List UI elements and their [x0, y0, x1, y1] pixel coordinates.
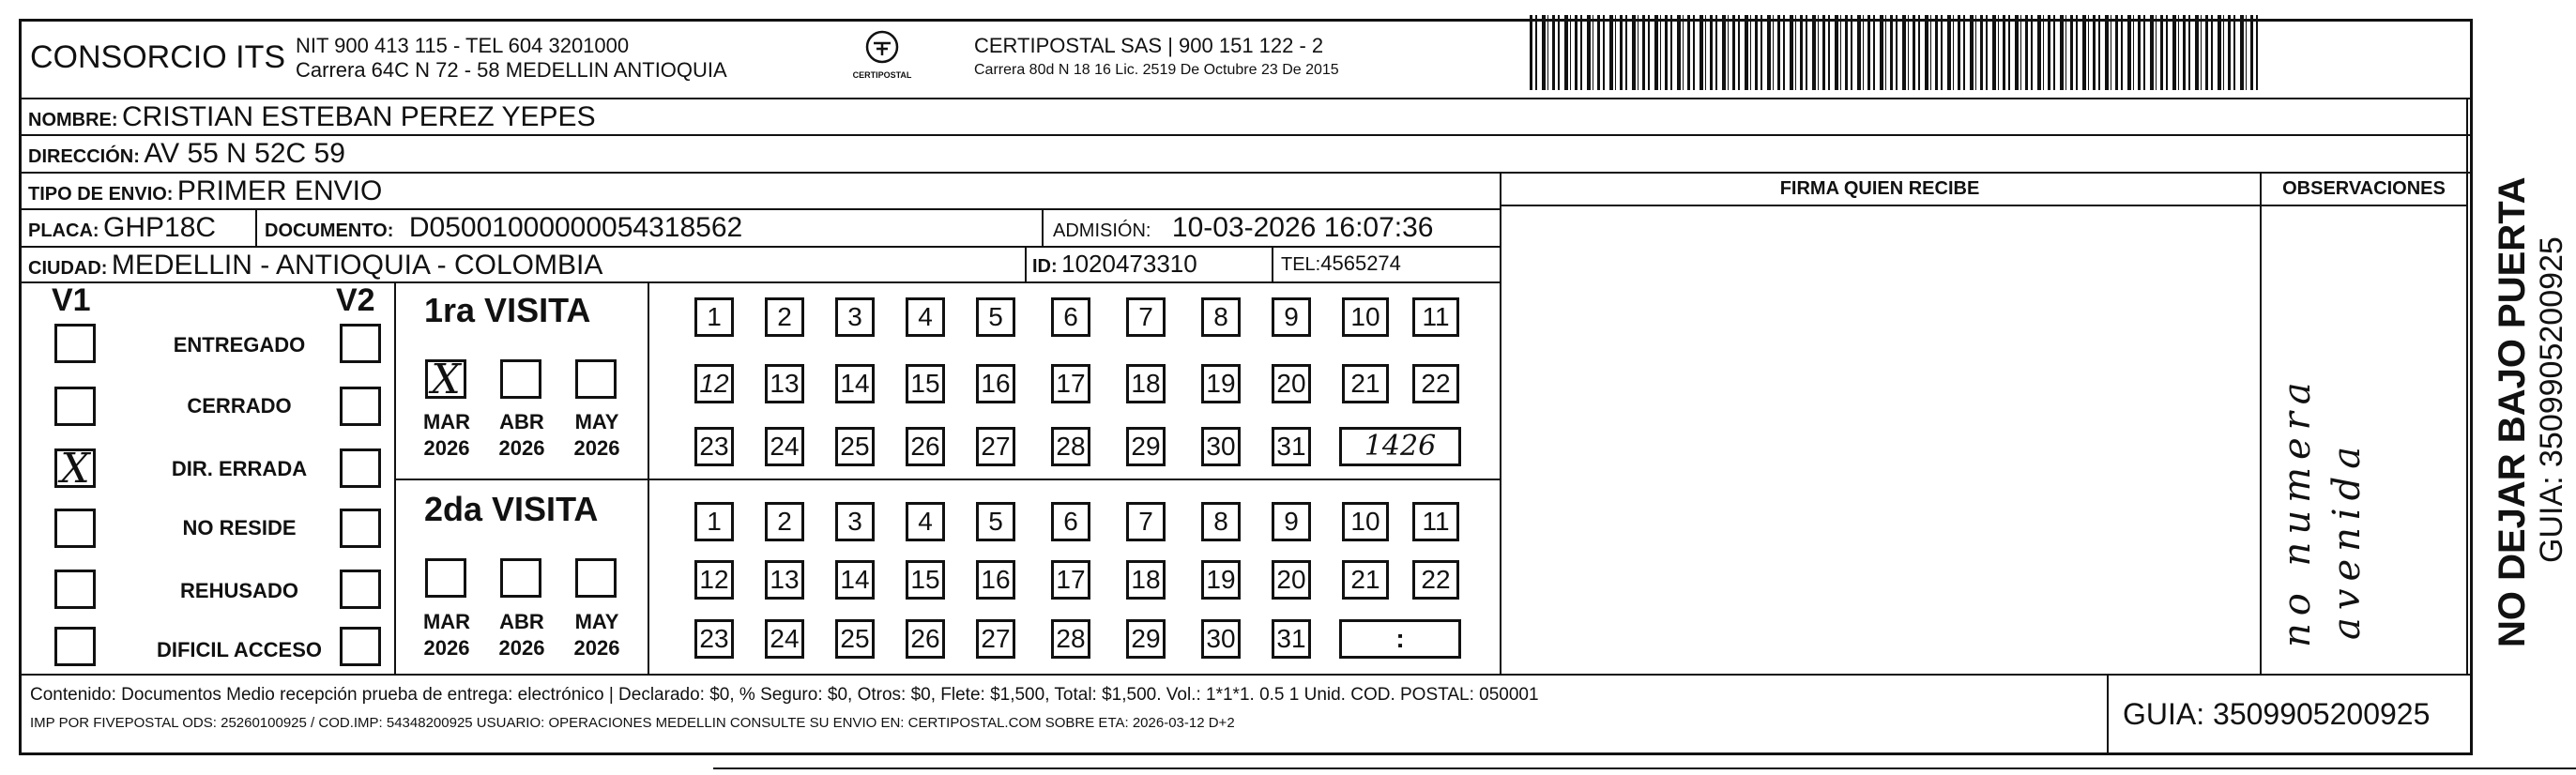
day-box[interactable]: 17 — [1051, 364, 1090, 403]
v2-checkbox[interactable] — [340, 627, 381, 666]
footer-contenido: Contenido: Documentos Medio recepción prueba de entrega: electrónico | Declarado: $0, % Seguro: $0, Otros: $0, Flete: $1,500, Total: $1,500. Vol.: 1*1*1. 0.5 1 Unid. COD. POSTAL: 050001 — [30, 685, 1539, 705]
day-box[interactable]: 13 — [765, 364, 804, 403]
day-box[interactable]: 7 — [1126, 297, 1166, 337]
v1-checkbox[interactable] — [54, 387, 96, 426]
day-box[interactable]: 21 — [1342, 364, 1389, 403]
day-box[interactable]: 20 — [1272, 364, 1311, 403]
visita2-month-checkbox[interactable] — [425, 558, 466, 598]
divider — [255, 208, 257, 246]
day-box[interactable]: 29 — [1126, 619, 1166, 659]
cut-line — [713, 767, 2576, 769]
day-box[interactable]: 28 — [1051, 427, 1090, 466]
day-box[interactable]: 1 — [694, 502, 734, 541]
admision-row: ADMISIÓN: 10-03-2026 16:07:36 — [1053, 212, 1434, 243]
divider — [648, 281, 649, 674]
observacion-line: avenida — [2325, 438, 2369, 640]
certipostal-logo: CERTIPOSTAL — [849, 28, 915, 80]
day-box[interactable]: 8 — [1201, 502, 1241, 541]
day-box[interactable]: 28 — [1051, 619, 1090, 659]
side-guia: GUIA: 3509905200925 — [2534, 236, 2569, 563]
day-box[interactable]: 2 — [765, 297, 804, 337]
day-box[interactable]: 5 — [976, 502, 1015, 541]
day-box[interactable]: 31 — [1272, 427, 1311, 466]
divider — [2466, 98, 2468, 674]
ciudad-row: CIUDAD: MEDELLIN - ANTIOQUIA - COLOMBIA — [28, 250, 603, 281]
status-option: ENTREGADO — [173, 333, 306, 357]
day-box[interactable]: 23 — [694, 427, 734, 466]
day-box[interactable]: 3 — [835, 297, 875, 337]
divider — [2260, 172, 2262, 674]
status-option: NO RESIDE — [182, 516, 297, 539]
direccion-row: DIRECCIÓN: AV 55 N 52C 59 — [28, 138, 345, 169]
day-box[interactable]: 5 — [976, 297, 1015, 337]
day-box[interactable]: 6 — [1051, 297, 1090, 337]
day-box[interactable]: 30 — [1201, 427, 1241, 466]
divider — [19, 98, 2473, 99]
year-label: 2026 — [423, 636, 470, 660]
visita1-month-checkbox[interactable] — [575, 359, 617, 399]
day-box[interactable]: 12 — [694, 560, 734, 600]
status-option: REHUSADO — [180, 579, 298, 602]
day-box[interactable]: 14 — [835, 364, 875, 403]
day-box[interactable]: 18 — [1126, 364, 1166, 403]
month-label: MAR — [422, 410, 471, 433]
documento-row: DOCUMENTO: D05001000000054318562 — [265, 212, 743, 243]
visita2-month-checkbox[interactable] — [575, 558, 617, 598]
day-box[interactable]: 14 — [835, 560, 875, 600]
day-box[interactable]: 3 — [835, 502, 875, 541]
day-box[interactable]: 16 — [976, 560, 1015, 600]
year-label: 2026 — [498, 436, 545, 460]
divider — [2107, 674, 2109, 755]
day-box[interactable]: 25 — [835, 619, 875, 659]
day-box[interactable]: 9 — [1272, 502, 1311, 541]
no-dejar-bajo-puerta: NO DEJAR BAJO PUERTA — [2492, 176, 2533, 647]
day-box[interactable]: 24 — [765, 427, 804, 466]
nit-line: NIT 900 413 115 - TEL 604 3201000 — [296, 34, 630, 57]
divider — [19, 674, 2473, 676]
day-box[interactable]: 31 — [1272, 619, 1311, 659]
day-box[interactable]: 27 — [976, 619, 1015, 659]
address-line: Carrera 64C N 72 - 58 MEDELLIN ANTIOQUIA — [296, 58, 727, 82]
v1-checkbox[interactable] — [54, 509, 96, 548]
day-box[interactable]: 10 — [1342, 502, 1389, 541]
day-box[interactable]: 7 — [1126, 502, 1166, 541]
day-box[interactable]: 10 — [1342, 297, 1389, 337]
day-box[interactable]: 17 — [1051, 560, 1090, 600]
day-box[interactable]: 24 — [765, 619, 804, 659]
visita1-month-checkbox-checked[interactable]: X — [425, 359, 466, 399]
day-box[interactable]: 19 — [1201, 560, 1241, 600]
day-box[interactable]: 15 — [906, 560, 945, 600]
day-box-checked[interactable]: 12 — [694, 364, 734, 403]
divider — [394, 281, 396, 674]
visita1-title: 1ra VISITA — [424, 291, 591, 329]
tipo-row: TIPO DE ENVIO: PRIMER ENVIO — [28, 175, 383, 206]
company-name: CONSORCIO ITS — [30, 39, 286, 75]
day-box[interactable]: 13 — [765, 560, 804, 600]
month-label: MAY — [574, 610, 619, 633]
year-label: 2026 — [573, 436, 620, 460]
day-box[interactable]: 26 — [906, 427, 945, 466]
v2-checkbox[interactable] — [340, 324, 381, 363]
observaciones-header: OBSERVACIONES — [2282, 178, 2446, 199]
v1-checkbox-checked[interactable]: X — [54, 448, 96, 488]
day-box[interactable]: 30 — [1201, 619, 1241, 659]
divider — [394, 479, 1501, 480]
v2-checkbox[interactable] — [340, 570, 381, 609]
day-box[interactable]: 2 — [765, 502, 804, 541]
day-box[interactable]: 23 — [694, 619, 734, 659]
visita1-month-checkbox[interactable] — [500, 359, 541, 399]
divider — [1272, 246, 1273, 281]
divider — [1500, 205, 2466, 206]
visita2-title: 2da VISITA — [424, 490, 599, 528]
v2-label: V2 — [336, 282, 375, 318]
divider — [19, 281, 1501, 283]
month-label: ABR — [499, 410, 544, 433]
day-box[interactable]: 1 — [694, 297, 734, 337]
day-box[interactable]: 27 — [976, 427, 1015, 466]
day-box[interactable]: 18 — [1126, 560, 1166, 600]
v2-checkbox[interactable] — [340, 509, 381, 548]
day-box[interactable]: 29 — [1126, 427, 1166, 466]
divider — [1025, 246, 1027, 281]
visita2-month-checkbox[interactable] — [500, 558, 541, 598]
divider — [19, 208, 1501, 210]
divider — [1042, 208, 1044, 246]
year-label: 2026 — [573, 636, 620, 660]
v2-checkbox[interactable] — [340, 448, 381, 488]
day-box[interactable]: 11 — [1412, 502, 1459, 541]
year-label: 2026 — [498, 636, 545, 660]
certipostal-line: CERTIPOSTAL SAS | 900 151 122 - 2 — [974, 34, 1324, 57]
month-label: MAR — [422, 610, 471, 633]
status-option: CERRADO — [187, 394, 292, 418]
nombre-row: NOMBRE: CRISTIAN ESTEBAN PEREZ YEPES — [28, 101, 596, 132]
month-label: ABR — [499, 610, 544, 633]
month-label: MAY — [574, 410, 619, 433]
day-box[interactable]: 21 — [1342, 560, 1389, 600]
day-box[interactable]: 11 — [1412, 297, 1459, 337]
day-box[interactable]: 4 — [906, 502, 945, 541]
v1-checkbox[interactable] — [54, 570, 96, 609]
tel-row: TEL:4565274 — [1281, 251, 1401, 275]
day-box[interactable]: 25 — [835, 427, 875, 466]
observacion-line: no numera — [2276, 374, 2319, 647]
day-box[interactable]: 9 — [1272, 297, 1311, 337]
day-box[interactable]: 22 — [1412, 364, 1459, 403]
certipostal-address: Carrera 80d N 18 16 Lic. 2519 De Octubre 23 De 2015 — [974, 62, 1339, 78]
status-option: DIFICIL ACCESO — [156, 638, 322, 661]
day-box[interactable]: 15 — [906, 364, 945, 403]
day-box[interactable]: 16 — [976, 364, 1015, 403]
year-label: 2026 — [423, 436, 470, 460]
v1-checkbox[interactable] — [54, 324, 96, 363]
day-box[interactable]: 4 — [906, 297, 945, 337]
day-box[interactable]: 6 — [1051, 502, 1090, 541]
day-box[interactable]: 26 — [906, 619, 945, 659]
divider — [1500, 172, 1501, 674]
day-box[interactable]: 20 — [1272, 560, 1311, 600]
day-box[interactable]: 22 — [1412, 560, 1459, 600]
time-box[interactable]: : — [1339, 619, 1461, 659]
status-option: DIR. ERRADA — [171, 457, 308, 480]
divider — [19, 134, 2473, 136]
divider — [19, 246, 1501, 248]
id-row: ID: 1020473310 — [1032, 250, 1197, 278]
v1-label: V1 — [52, 282, 91, 318]
placa-row: PLACA: GHP18C — [28, 212, 217, 243]
footer-imp: IMP POR FIVEPOSTAL ODS: 25260100925 / COD.IMP: 54348200925 USUARIO: OPERACIONES MEDELLIN CONSULTE SU ENVIO EN: CERTIPOSTAL.COM SOBRE ETA: 2026-03-12 D+2 — [30, 715, 1235, 731]
divider — [19, 172, 2473, 174]
day-box[interactable]: 8 — [1201, 297, 1241, 337]
v1-checkbox[interactable] — [54, 627, 96, 666]
firma-header: FIRMA QUIEN RECIBE — [1779, 178, 1980, 199]
time-box[interactable]: 1426 — [1339, 427, 1461, 466]
footer-guia: GUIA: 3509905200925 — [2123, 697, 2431, 731]
v2-checkbox[interactable] — [340, 387, 381, 426]
day-box[interactable]: 19 — [1201, 364, 1241, 403]
